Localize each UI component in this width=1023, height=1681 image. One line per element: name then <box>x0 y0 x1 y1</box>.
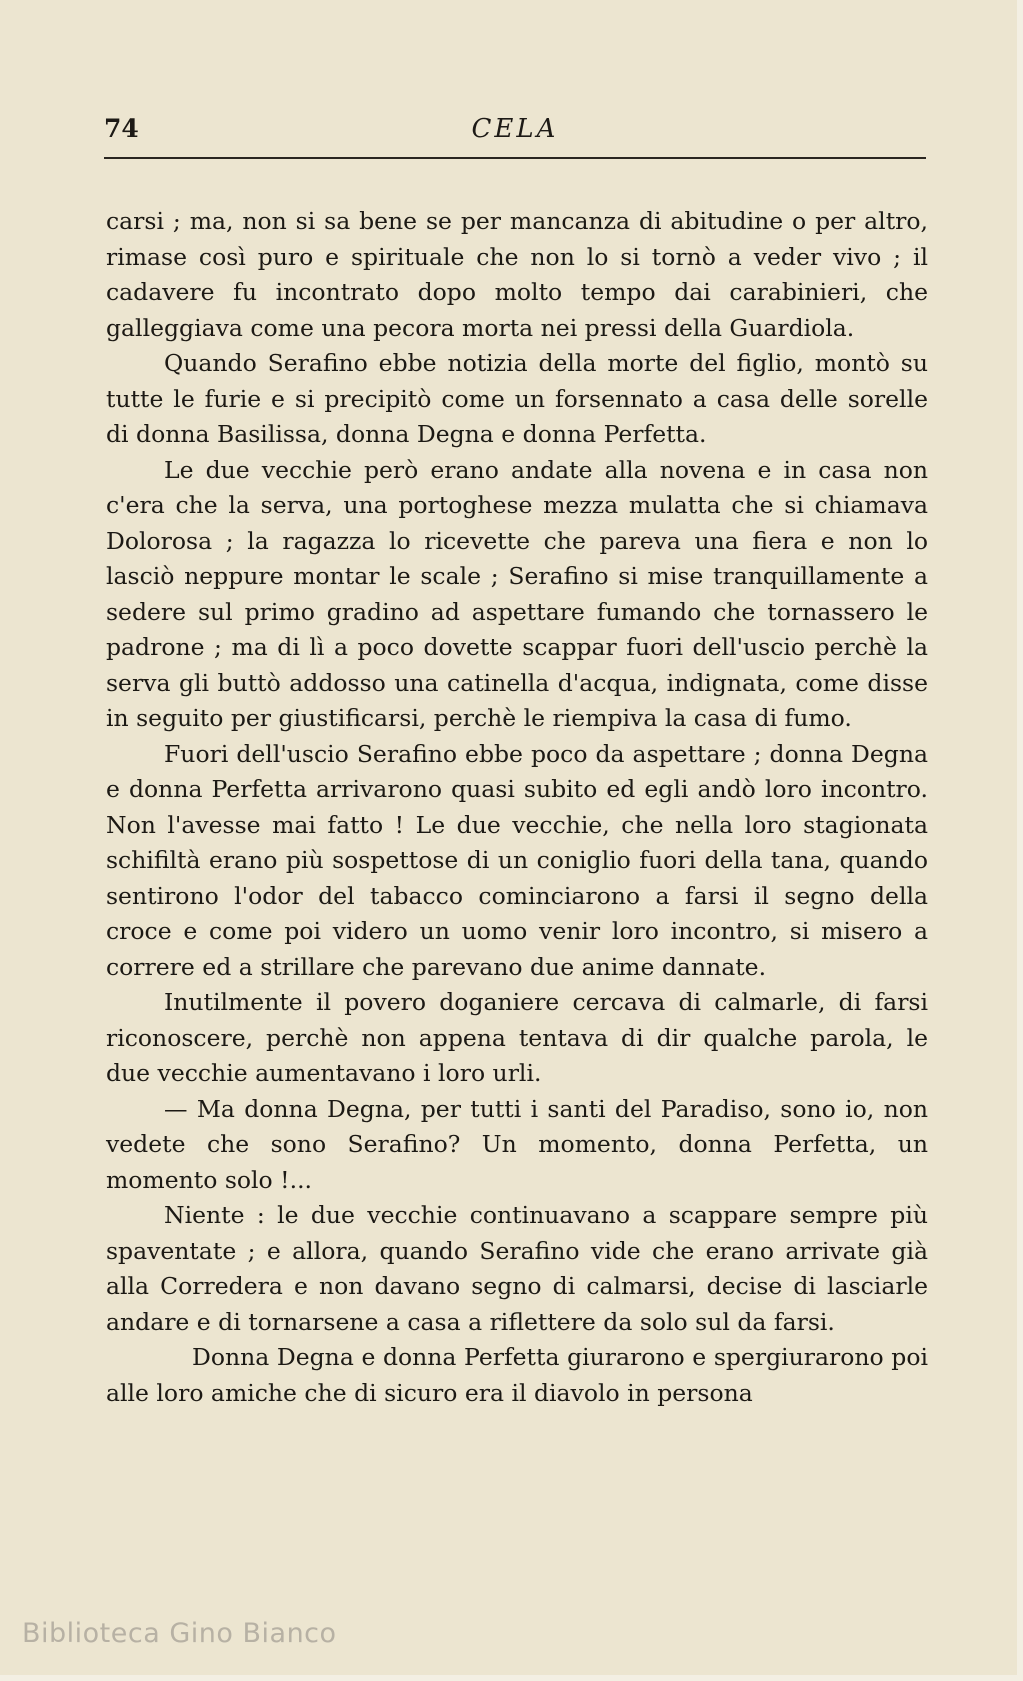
paragraph: Niente : le due vecchie continuavano a scappare sempre più spaventate ; e allora, quando Serafino vide che erano arrivate già alla Corredera e non davano segno di calmarsi, decise di lasciarle andare e di tornarsene a casa a riflettere da solo sul da farsi. <box>106 1201 928 1336</box>
paragraph: Donna Degna e donna Perfetta giurarono e spergiurarono poi alle loro amiche che di sicuro era il diavolo in persona <box>106 1343 928 1407</box>
dialogue-paragraph: — Ma donna Degna, per tutti i santi del Paradiso, sono io, non vedete che sono Serafino? Un momento, donna Perfetta, un momento solo !... <box>106 1094 928 1194</box>
running-head: CELA <box>471 114 559 144</box>
paragraph: Fuori dell'uscio Serafino ebbe poco da aspettare ; donna Degna e donna Perfetta arrivarono quasi subito ed egli andò loro incontro. Non l'avesse mai fatto ! Le due vecchie, che nella loro stagionata schifiltà erano più sospettose di un coniglio fuori della tana, quando sentirono l'odor del tabacco cominciarono a farsi il segno della croce e come poi videro un uomo venir loro incontro, si misero a correre ed a strillare che parevano due anime dannate. <box>106 739 928 981</box>
paragraph: Le due vecchie però erano andate alla novena e in casa non c'era che la serva, una portoghese mezza mulatta che si chiamava Dolorosa ; la ragazza lo ricevette che pareva una fiera e non lo lasciò neppure montar le scale ; Serafino si mise tranquillamente a sedere sul primo gradino ad aspettare fumando che tornassero le padrone ; ma di lì a poco dovette scappar fuori dell'uscio perchè la serva gli buttò addosso una catinella d'acqua, indignata, come disse in seguito per giustificarsi, perchè le riempiva la casa di fumo. <box>106 455 928 732</box>
paragraph: Inutilmente il povero doganiere cercava di calmarle, di farsi riconoscere, perchè non appena tentava di dir qualche parola, le due vecchie aumentavano i loro urli. <box>106 988 928 1087</box>
library-watermark: Biblioteca Gino Bianco <box>22 1618 337 1649</box>
page-number: 74 <box>104 114 139 143</box>
page-header <box>104 114 926 154</box>
paragraph: Quando Serafino ebbe notizia della morte del figlio, montò su tutte le furie e si precipitò come un forsennato a casa delle sorelle di donna Basilissa, donna Degna e donna Perfetta. <box>106 349 928 448</box>
body-text <box>106 204 928 1411</box>
header-rule <box>104 157 926 159</box>
paragraph: carsi ; ma, non si sa bene se per mancanza di abitudine o per altro, rimase così puro e spirituale che non lo si tornò a veder vivo ; il cadavere fu incontrato dopo molto tempo dai carabinieri, che galleggiava come una pecora morta nei pressi della Guardiola. <box>106 207 928 342</box>
